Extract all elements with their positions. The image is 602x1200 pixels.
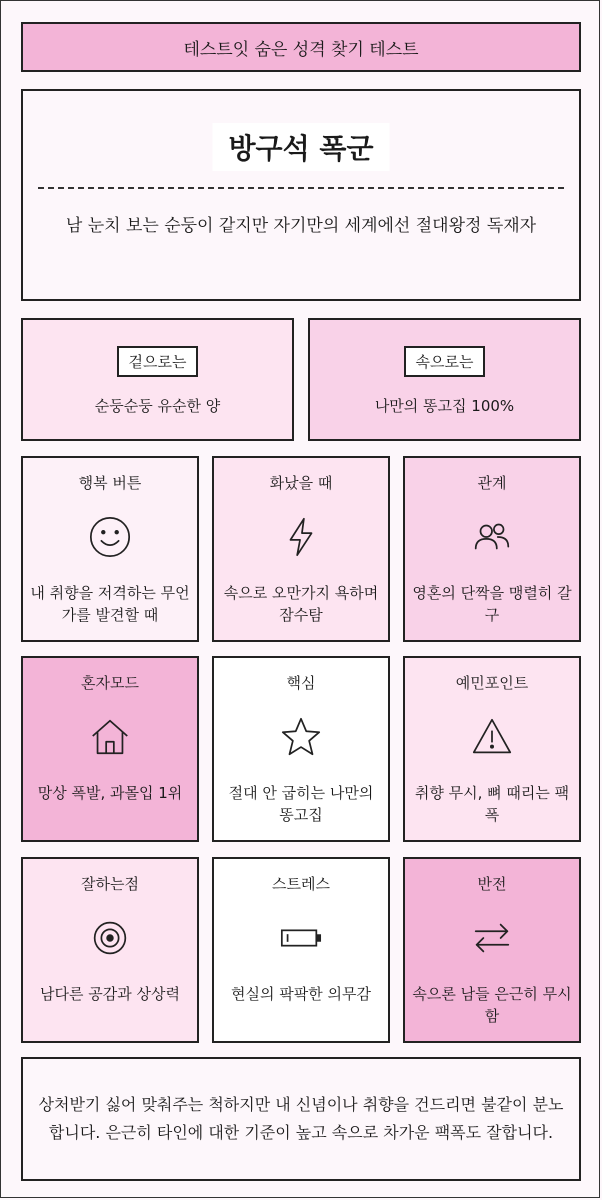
card-title: 잘하는점 — [81, 875, 139, 893]
card-title: 혼자모드 — [81, 674, 139, 692]
trait-card-alone — [21, 656, 199, 842]
warning-icon — [469, 714, 515, 760]
target-icon — [87, 915, 133, 961]
star-icon — [278, 714, 324, 760]
card-text: 내 취향을 저격하는 무언가를 발견할 때 — [30, 584, 190, 624]
card-text: 절대 안 굽히는 나만의 똥고집 — [228, 784, 374, 824]
card-title: 반전 — [477, 875, 507, 893]
result-card — [21, 89, 581, 301]
smile-icon — [87, 514, 133, 560]
test-header — [21, 22, 581, 72]
result-title: 방구석 폭군 — [213, 123, 390, 171]
dashed-divider — [38, 187, 564, 189]
card-title: 스트레스 — [272, 875, 330, 893]
summary-text: 상처받기 싫어 맞춰주는 척하지만 내 신념이나 취향을 건드리면 불같이 분노합니다. 은근히 타인에 대한 기준이 높고 속으로 차가운 팩폭도 잘합니다. — [38, 1095, 564, 1142]
battery-low-icon — [278, 915, 324, 961]
inner-text: 나만의 똥고집 100% — [374, 397, 515, 415]
trait-card-twist — [403, 857, 581, 1043]
card-title: 행복 버튼 — [78, 474, 142, 492]
outer-tag: 겉으로는 — [117, 346, 199, 377]
trait-card-stress — [212, 857, 390, 1043]
trait-card-sensitive — [403, 656, 581, 842]
card-text: 현실의 팍팍한 의무감 — [231, 985, 371, 1003]
outer-personality-card — [21, 318, 294, 441]
inner-personality-card — [308, 318, 581, 441]
card-title: 관계 — [477, 474, 507, 492]
result-description: 남 눈치 보는 순둥이 같지만 자기만의 세계에선 절대왕정 독재자 — [65, 216, 537, 236]
trait-card-happy — [21, 456, 199, 642]
card-title: 화났을 때 — [269, 474, 333, 492]
trait-card-angry — [212, 456, 390, 642]
inner-tag: 속으로는 — [404, 346, 486, 377]
card-text: 영혼의 단짝을 맹렬히 갈구 — [412, 584, 572, 624]
lightning-icon — [278, 514, 324, 560]
home-icon — [87, 714, 133, 760]
trait-card-strength — [21, 857, 199, 1043]
outer-text: 순둥순둥 유순한 양 — [94, 397, 221, 415]
card-text: 속으로 오만가지 욕하며 잠수탐 — [223, 584, 379, 624]
card-text: 남다른 공감과 상상력 — [40, 985, 180, 1003]
summary-card — [21, 1057, 581, 1181]
card-text: 취향 무시, 뼈 때리는 팩폭 — [414, 784, 570, 824]
card-title: 핵심 — [286, 674, 316, 692]
card-title: 예민포인트 — [455, 674, 529, 692]
card-text: 속으론 남들 은근히 무시함 — [412, 985, 572, 1025]
test-title: 테스트잇 숨은 성격 찾기 테스트 — [183, 39, 419, 60]
trait-card-core — [212, 656, 390, 842]
trait-card-relationship — [403, 456, 581, 642]
users-icon — [469, 514, 515, 560]
swap-arrows-icon — [469, 915, 515, 961]
card-text: 망상 폭발, 과몰입 1위 — [37, 784, 183, 802]
